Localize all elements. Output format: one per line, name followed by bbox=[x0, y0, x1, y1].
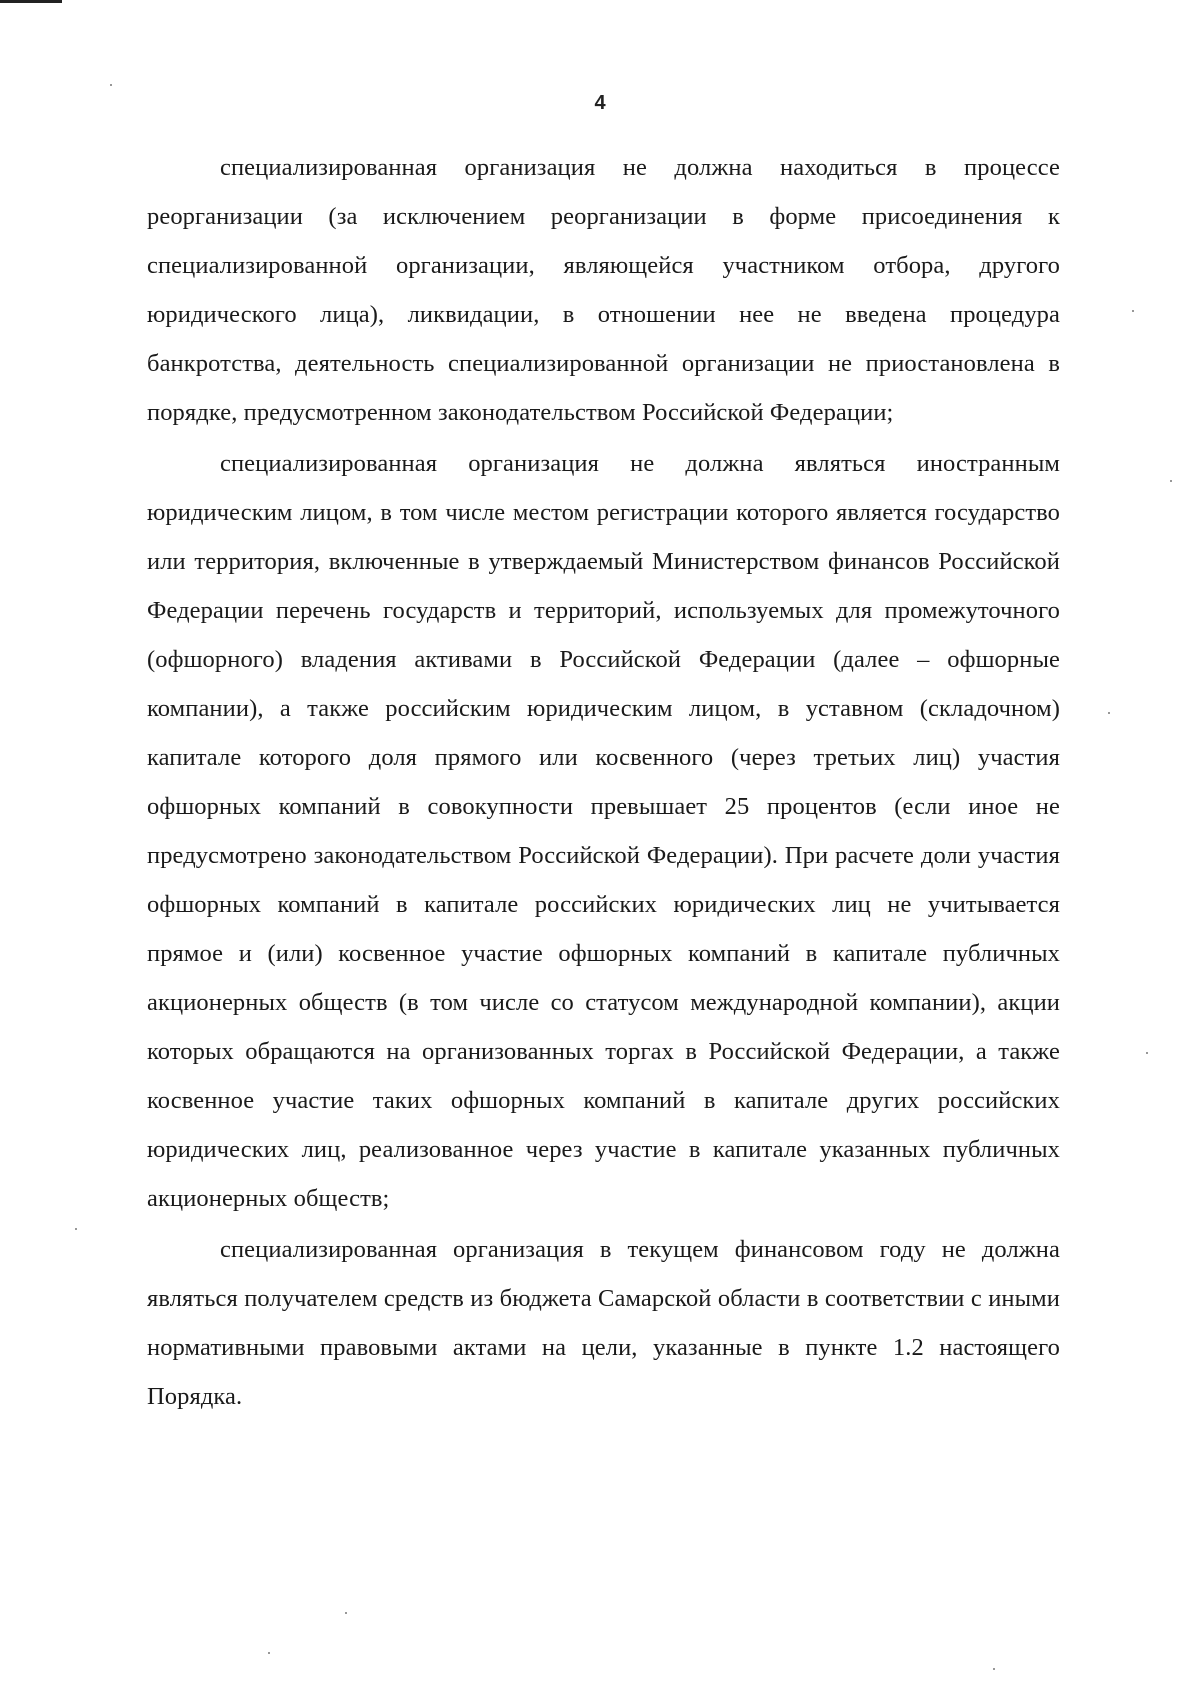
paragraph-reorganization: специализированная организация не должна находиться в процессе реорганизации (за исключением реорганизации в форме присоединения к специализированной организации, являющейся участником отбора, другого юридического лица), ликвидации, в отношении нее не введена процедура банкротства, деятельность специализированной организации не приостановлена в порядке, предусмотренном законодательством Российской Федерации; bbox=[147, 154, 1060, 426]
scan-speck bbox=[1132, 310, 1134, 312]
scan-speck bbox=[1146, 1052, 1148, 1054]
scan-speck bbox=[110, 84, 112, 86]
paragraph-budget-recipient: специализированная организация в текущем финансовом году не должна являться получателем средств из бюджета Самарской области в соответствии с иными нормативными правовыми актами на цели, указанные в пункте 1.2 настоящего Порядка. bbox=[147, 1236, 1060, 1410]
scan-speck bbox=[268, 1652, 270, 1654]
scan-speck bbox=[345, 1612, 347, 1614]
document-body bbox=[147, 143, 1060, 1421]
page-number: 4 bbox=[594, 92, 606, 114]
scan-speck bbox=[75, 1228, 77, 1230]
scan-speck bbox=[993, 1668, 995, 1670]
scan-corner-mark bbox=[0, 0, 62, 3]
scan-speck bbox=[1170, 480, 1172, 482]
paragraph-foreign-entity: специализированная организация не должна являться иностранным юридическим лицом, в том числе местом регистрации которого является государство или территория, включенные в утверждаемый Министерством финансов Российской Федерации перечень государств и территорий, используемых для промежуточного (офшорного) владения активами в Российской Федерации (далее – офшорные компании), а также российским юридическим лицом, в уставном (складочном) капитале которого доля прямого или косвенного (через третьих лиц) участия офшорных компаний в совокупности превышает 25 процентов (если иное не предусмотрено законодательством Российской Федерации). При расчете доли участия офшорных компаний в капитале российских юридических лиц не учитывается прямое и (или) косвенное участие офшорных компаний в капитале публичных акционерных обществ (в том числе со статусом международной компании), акции которых обращаются на организованных торгах в Российской Федерации, а также косвенное участие таких офшорных компаний в капитале других российских юридических лиц, реализованное через участие в капитале указанных публичных акционерных обществ; bbox=[147, 450, 1060, 1212]
scan-speck bbox=[1108, 712, 1110, 714]
